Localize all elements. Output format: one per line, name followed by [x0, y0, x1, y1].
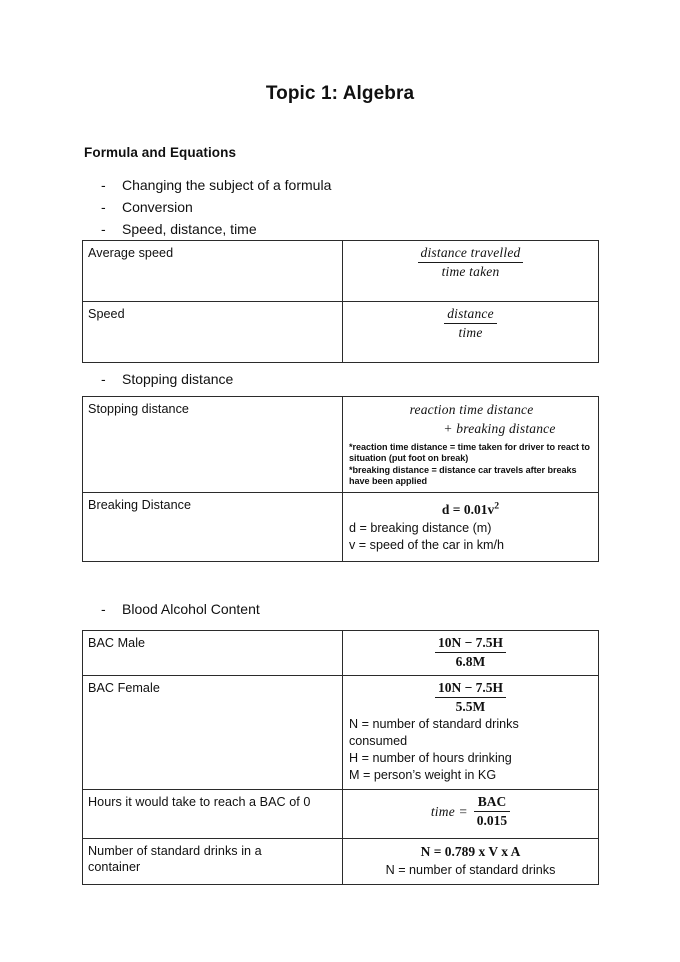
footnote-reaction-time-text: *reaction time distance = time taken for driver to react to situation (put foot on break) — [349, 442, 590, 464]
dash-bullet-icon: - — [101, 371, 106, 387]
table-cell-label — [83, 675, 343, 789]
fraction-numerator: 10N − 7.5H — [435, 680, 506, 698]
row-label: Average speed — [88, 246, 174, 260]
equation-lhs: time = — [430, 803, 468, 819]
table-cell-label — [83, 789, 343, 838]
definition-item: consumed — [349, 733, 408, 748]
fraction-denominator: 5.5M — [455, 698, 486, 714]
fraction-denominator: 0.015 — [476, 812, 508, 828]
fraction-numerator: distance — [444, 306, 497, 324]
formula-stopping-distance — [343, 397, 598, 492]
dash-bullet-icon: - — [101, 177, 106, 193]
table-row — [83, 493, 599, 562]
equation-standard-drinks: N = 0.789 x V x A — [420, 843, 521, 859]
table-row — [83, 675, 599, 789]
equation-breaking-distance — [442, 502, 499, 517]
formula-hours-to-zero-bac — [343, 790, 598, 834]
page-title: Topic 1: Algebra — [265, 83, 415, 104]
definition-list — [349, 716, 592, 784]
table-row — [83, 631, 599, 676]
row-label-line-1: Number of standard drinks in a — [88, 843, 262, 858]
definition-item: H = number of hours drinking — [349, 750, 512, 765]
fraction — [444, 306, 497, 341]
fraction-numerator: distance travelled — [418, 245, 524, 263]
table-blood-alcohol-content — [82, 630, 599, 885]
table-cell-formula — [343, 789, 599, 838]
table-row — [83, 241, 599, 302]
table-row — [83, 302, 599, 363]
fraction-denominator: time taken — [441, 263, 500, 279]
formula-speed — [343, 302, 598, 346]
dash-bullet-icon: - — [101, 601, 106, 617]
table-cell-label — [83, 302, 343, 363]
fraction-numerator: 10N − 7.5H — [435, 635, 506, 653]
list-item — [101, 218, 561, 240]
formula-standard-drinks — [343, 839, 598, 884]
definition-item: N = number of standard drinks — [349, 716, 519, 731]
formula-bac-female — [343, 676, 598, 789]
footnote-reaction-time — [349, 442, 592, 465]
table-cell-label — [83, 838, 343, 884]
row-label: Hours it would take to reach a BAC of 0 — [88, 794, 311, 809]
table-cell-formula — [343, 838, 599, 884]
row-label: BAC Male — [88, 636, 146, 650]
fraction-denominator: time — [458, 324, 483, 340]
definition-list — [349, 520, 592, 554]
fraction — [418, 245, 524, 280]
list-item-label: Stopping distance — [122, 371, 234, 387]
row-label: Stopping distance — [88, 402, 189, 416]
stopping-distance-line-2: + breaking distance — [443, 421, 556, 436]
definition-item: v = speed of the car in km/h — [349, 537, 505, 552]
row-label — [83, 839, 342, 875]
list-item-label: Speed, distance, time — [122, 221, 257, 237]
list-item — [101, 196, 561, 218]
table-row — [83, 397, 599, 493]
table-stopping-distance — [82, 396, 599, 562]
table-cell-formula — [343, 397, 599, 493]
topic-bullet-list — [101, 174, 561, 240]
footnote-breaking-distance-text: *breaking distance = distance car travels after breaks have been applied — [349, 464, 577, 486]
list-item — [101, 174, 561, 196]
fraction — [435, 635, 506, 670]
row-label-line-2: container — [88, 859, 141, 874]
definition-list — [349, 862, 592, 879]
table-cell-formula — [343, 631, 599, 676]
table-cell-formula — [343, 493, 599, 562]
definition-item: N = number of standard drinks — [385, 862, 556, 877]
dash-bullet-icon: - — [101, 199, 106, 215]
formula-average-speed — [343, 241, 598, 285]
row-label: Speed — [88, 307, 125, 321]
table-speed-formulas — [82, 240, 599, 363]
fraction-denominator: 6.8M — [455, 653, 486, 669]
table-cell-label — [83, 241, 343, 302]
definition-item: d = breaking distance (m) — [349, 520, 492, 535]
equation-breaking-distance-base: d = 0.01v — [441, 501, 495, 517]
table-cell-label — [83, 493, 343, 562]
list-item-label: Changing the subject of a formula — [122, 177, 332, 193]
fraction — [474, 794, 510, 829]
definition-item: M = person’s weight in KG — [349, 767, 497, 782]
table-cell-formula — [343, 302, 599, 363]
row-label: BAC Female — [88, 680, 160, 695]
section-heading-formula-and-equations: Formula and Equations — [84, 145, 237, 160]
table-cell-label — [83, 631, 343, 676]
stopping-distance-line-1: reaction time distance — [409, 402, 534, 417]
formula-bac-male — [343, 631, 598, 675]
fraction-numerator: BAC — [474, 794, 510, 812]
list-item-label: Conversion — [122, 199, 193, 215]
equation-time — [431, 794, 510, 829]
footnote-breaking-distance — [349, 465, 592, 488]
table-cell-label — [83, 397, 343, 493]
dash-bullet-icon: - — [101, 221, 106, 237]
table-row — [83, 789, 599, 838]
list-item-label: Blood Alcohol Content — [122, 601, 260, 617]
equation-exponent: 2 — [494, 500, 500, 512]
row-label: Breaking Distance — [88, 498, 192, 513]
table-cell-formula — [343, 675, 599, 789]
table-row — [83, 838, 599, 884]
formula-breaking-distance — [343, 493, 598, 559]
fraction — [435, 680, 506, 715]
table-cell-formula — [343, 241, 599, 302]
